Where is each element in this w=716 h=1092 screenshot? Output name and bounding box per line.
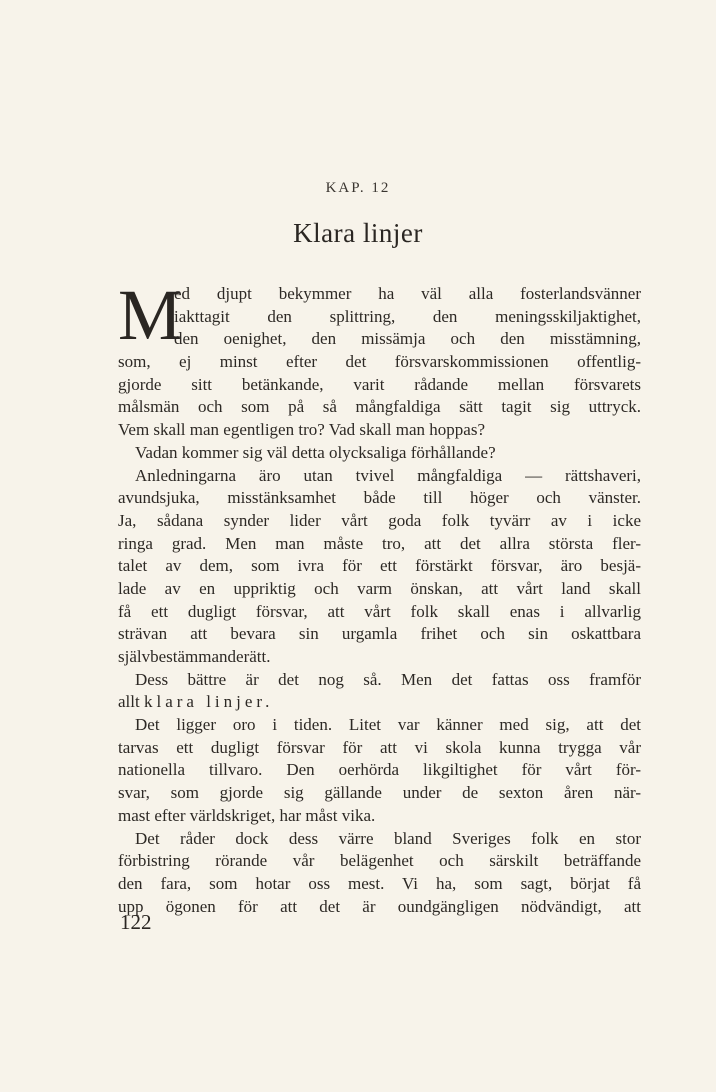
text-line: ringa grad. Men man måste tro, att det allra största fler-	[118, 533, 641, 553]
text-line: målsmän och som på så mångfaldiga sätt tagit sig uttryck.	[118, 397, 641, 417]
text-line: självbestämmanderätt.	[118, 647, 271, 666]
chapter-number: KAP. 12	[325, 180, 391, 196]
text-line: svar, som gjorde sig gällande under de sexton åren när-	[118, 783, 641, 803]
text-line: tarvas ett dugligt försvar för att vi skola kunna trygga vår	[118, 737, 641, 757]
text-line: Ja, sådana synder lider vårt goda folk tyvärr av i icke	[118, 510, 641, 530]
text-line: Vem skall man egentligen tro? Vad skall man hoppas?	[118, 420, 485, 440]
text-line: förbistring rörande vår belägenhet och särskilt beträffande	[118, 851, 641, 871]
text-line: avundsjuka, misstänksamhet både till höger och vänster.	[118, 488, 641, 508]
text-line: nationella tillvaro. Den oerhörda likgiltighet för vårt för-	[118, 760, 641, 780]
text-line: Det ligger oro i tiden. Litet var känner med sig, att det	[135, 715, 641, 735]
text-line: den oenighet, den missämja och den misstämning,	[174, 329, 641, 349]
text-line: strävan att bevara sin urgamla frihet och sin oskattbara	[118, 624, 641, 644]
text-line: talet av dem, som ivra för ett förstärkt försvar, äro besjä-	[118, 556, 641, 576]
text-line: som, ej minst efter det försvarskommissionen offentlig-	[118, 352, 641, 372]
text-line: lade av en uppriktig och varm önskan, att vårt land skall	[118, 578, 641, 598]
emphasized-phrase: klara linjer.	[143, 692, 274, 712]
text-line: gjorde sitt betänkande, varit rådande mellan försvarets	[118, 374, 641, 394]
text-line: få ett dugligt försvar, att vårt folk skall enas i allvarlig	[118, 601, 641, 621]
body-text	[118, 275, 641, 918]
page-number: 122	[120, 910, 152, 934]
text-fragment: allt	[118, 692, 140, 712]
text-line: Det råder dock dess värre bland Sveriges folk en stor	[135, 828, 641, 848]
text-line: ed djupt bekymmer ha väl alla fosterlandsvänner	[174, 284, 641, 303]
text-line: iakttagit den splittring, den meningsskiljaktighet,	[174, 306, 641, 326]
text-line: mast efter världskriget, har måst vika.	[118, 805, 376, 825]
chapter-title: Klara linjer	[293, 218, 423, 248]
text-line: Vadan kommer sig väl detta olycksaliga förhållande?	[135, 442, 496, 462]
text-line: Anledningarna äro utan tvivel mångfaldiga — rättshaveri,	[135, 465, 641, 485]
text-line: Dess bättre är det nog så. Men det fattas oss framför	[135, 669, 641, 689]
drop-cap: M	[118, 275, 183, 355]
text-line-emphasis	[118, 691, 641, 714]
text-line: upp ögonen för att det är oundgängligen nödvändigt, att	[118, 896, 641, 916]
text-line: den fara, som hotar oss mest. Vi ha, som sagt, börjat få	[118, 873, 641, 893]
